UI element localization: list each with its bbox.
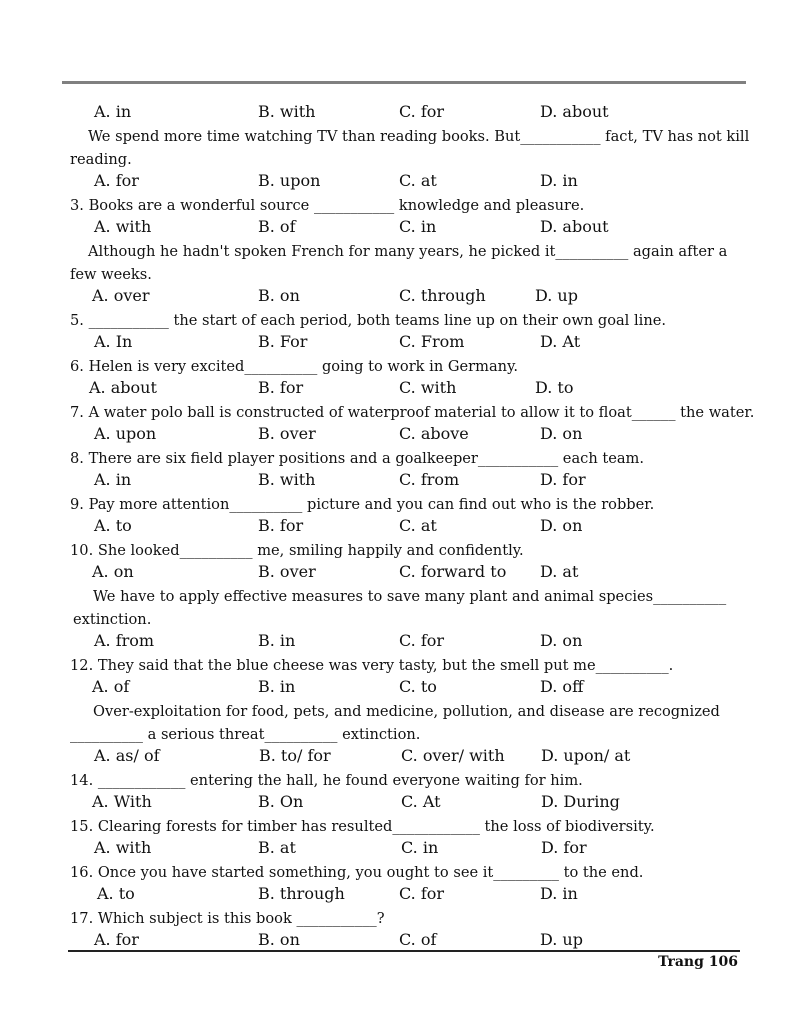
question-text: 16. Once you have started something, you ought to see it_________ to the end. xyxy=(70,864,644,881)
question-text: 15. Clearing forests for timber has resulted____________ the loss of biodiversity. xyxy=(70,818,655,835)
option-a[interactable]: A. with xyxy=(94,838,152,857)
question-text: __________ a serious threat__________ extinction. xyxy=(70,726,421,743)
option-c[interactable]: C. with xyxy=(399,378,457,397)
option-c[interactable]: C. at xyxy=(399,171,437,190)
options-q13 xyxy=(0,746,800,769)
question-text: extinction. xyxy=(73,611,152,628)
question-16 xyxy=(0,861,800,884)
question-17 xyxy=(0,907,800,930)
option-a[interactable]: A. to xyxy=(97,884,135,903)
options-q16 xyxy=(0,884,800,907)
option-d[interactable]: D. for xyxy=(541,838,587,857)
option-d[interactable]: D. on xyxy=(540,516,583,535)
option-b[interactable]: B. over xyxy=(258,424,316,443)
question-6 xyxy=(0,355,800,378)
options-q15 xyxy=(0,838,800,861)
option-a[interactable]: A. with xyxy=(94,217,152,236)
option-a[interactable]: A. in xyxy=(94,102,132,121)
option-d[interactable]: D. about xyxy=(540,217,609,236)
question-10 xyxy=(0,539,800,562)
option-b[interactable]: B. For xyxy=(258,332,308,351)
option-c[interactable]: C. forward to xyxy=(399,562,507,581)
question-text: We have to apply effective measures to save many plant and animal species__________ xyxy=(93,588,727,605)
question-8 xyxy=(0,447,800,470)
option-a[interactable]: A. for xyxy=(94,930,139,949)
question-7 xyxy=(0,401,800,424)
options-q11 xyxy=(0,631,800,654)
option-b[interactable]: B. over xyxy=(258,562,316,581)
option-d[interactable]: D. on xyxy=(540,631,583,650)
footer-rule xyxy=(68,950,740,952)
question-13 xyxy=(0,700,800,723)
option-a[interactable]: A. upon xyxy=(94,424,157,443)
option-c[interactable]: C. above xyxy=(399,424,469,443)
question-text: 7. A water polo ball is constructed of waterproof material to allow it to float______ the water. xyxy=(70,404,755,421)
question-2-cont xyxy=(0,148,800,171)
option-b[interactable]: B. of xyxy=(258,217,296,236)
option-d[interactable]: D. upon/ at xyxy=(541,746,631,765)
question-text: Although he hadn't spoken French for many years, he picked it__________ again after a xyxy=(88,243,728,260)
question-13-cont xyxy=(0,723,800,746)
question-text: 12. They said that the blue cheese was very tasty, but the smell put me__________. xyxy=(70,657,674,674)
option-c[interactable]: C. of xyxy=(399,930,437,949)
option-a[interactable]: A. of xyxy=(92,677,130,696)
question-text: Over-exploitation for food, pets, and medicine, pollution, and disease are recognized xyxy=(93,703,720,720)
option-a[interactable]: A. about xyxy=(89,378,157,397)
question-text: few weeks. xyxy=(70,266,152,283)
question-9 xyxy=(0,493,800,516)
options-q7 xyxy=(0,424,800,447)
option-b[interactable]: B. to/ for xyxy=(259,746,331,765)
question-14 xyxy=(0,769,800,792)
options-q1 xyxy=(0,102,800,125)
option-c[interactable]: C. through xyxy=(399,286,486,305)
options-q8 xyxy=(0,470,800,493)
question-text: 9. Pay more attention__________ picture and you can find out who is the robber. xyxy=(70,496,655,513)
option-b[interactable]: B. for xyxy=(258,378,304,397)
option-d[interactable]: D. about xyxy=(540,102,609,121)
options-q6 xyxy=(0,378,800,401)
option-a[interactable]: A. to xyxy=(94,516,132,535)
option-d[interactable]: D. in xyxy=(540,171,578,190)
question-text: 5. ___________ the start of each period, both teams line up on their own goal line. xyxy=(70,312,666,329)
option-c[interactable]: C. from xyxy=(399,470,460,489)
question-15 xyxy=(0,815,800,838)
option-b[interactable]: B. in xyxy=(258,631,296,650)
option-c[interactable]: C. over/ with xyxy=(401,746,505,765)
question-text: 10. She looked__________ me, smiling happily and confidently. xyxy=(70,542,524,559)
question-text: 3. Books are a wonderful source ___________ knowledge and pleasure. xyxy=(70,197,585,214)
option-d[interactable]: D. During xyxy=(541,792,620,811)
option-a[interactable]: A. as/ of xyxy=(94,746,160,765)
option-b[interactable]: B. upon xyxy=(258,171,321,190)
question-11 xyxy=(0,585,800,608)
options-q12 xyxy=(0,677,800,700)
option-c[interactable]: C. for xyxy=(399,884,445,903)
option-a[interactable]: A. in xyxy=(94,470,132,489)
question-text: 14. ____________ entering the hall, he found everyone waiting for him. xyxy=(70,772,583,789)
question-text: We spend more time watching TV than reading books. But___________ fact, TV has not kill xyxy=(88,128,750,145)
options-q14 xyxy=(0,792,800,815)
option-d[interactable]: D. At xyxy=(540,332,581,351)
option-a[interactable]: A. from xyxy=(94,631,155,650)
options-q5 xyxy=(0,332,800,355)
question-12 xyxy=(0,654,800,677)
option-c[interactable]: C. for xyxy=(399,631,445,650)
question-text: 8. There are six field player positions and a goalkeeper___________ each team. xyxy=(70,450,645,467)
question-list xyxy=(0,102,800,953)
question-4 xyxy=(0,240,800,263)
option-a[interactable]: A. With xyxy=(92,792,152,811)
option-d[interactable]: D. up xyxy=(535,286,578,305)
option-b[interactable]: B. in xyxy=(258,677,296,696)
option-b[interactable]: B. through xyxy=(258,884,345,903)
option-b[interactable]: B. at xyxy=(258,838,296,857)
option-c[interactable]: C. at xyxy=(399,516,437,535)
option-a[interactable]: A. for xyxy=(94,171,139,190)
header-rule xyxy=(62,81,746,84)
question-text: 6. Helen is very excited__________ going to work in Germany. xyxy=(70,358,519,375)
question-text: reading. xyxy=(70,151,132,168)
question-text: 17. Which subject is this book ___________? xyxy=(70,910,385,927)
option-d[interactable]: D. in xyxy=(540,884,578,903)
option-b[interactable]: B. on xyxy=(258,930,300,949)
options-q9 xyxy=(0,516,800,539)
option-c[interactable]: C. for xyxy=(399,102,445,121)
option-b[interactable]: B. on xyxy=(258,286,300,305)
option-c[interactable]: C. From xyxy=(399,332,465,351)
option-b[interactable]: B. with xyxy=(258,470,316,489)
option-c[interactable]: C. in xyxy=(401,838,439,857)
option-c[interactable]: C. in xyxy=(399,217,437,236)
question-4-cont xyxy=(0,263,800,286)
option-b[interactable]: B. On xyxy=(258,792,304,811)
option-d[interactable]: D. off xyxy=(540,677,584,696)
option-a[interactable]: A. on xyxy=(92,562,134,581)
option-a[interactable]: A. over xyxy=(92,286,150,305)
option-c[interactable]: C. to xyxy=(399,677,437,696)
question-11-cont xyxy=(0,608,800,631)
question-2 xyxy=(0,125,800,148)
options-q10 xyxy=(0,562,800,585)
options-q3 xyxy=(0,217,800,240)
option-d[interactable]: D. on xyxy=(540,424,583,443)
option-d[interactable]: D. for xyxy=(540,470,586,489)
question-3 xyxy=(0,194,800,217)
option-d[interactable]: D. to xyxy=(535,378,574,397)
option-b[interactable]: B. for xyxy=(258,516,304,535)
option-d[interactable]: D. at xyxy=(540,562,579,581)
option-b[interactable]: B. with xyxy=(258,102,316,121)
options-q4 xyxy=(0,286,800,309)
options-q2 xyxy=(0,171,800,194)
page-number: Trang 106 xyxy=(658,954,738,970)
option-a[interactable]: A. In xyxy=(94,332,133,351)
question-5 xyxy=(0,309,800,332)
option-d[interactable]: D. up xyxy=(540,930,583,949)
option-c[interactable]: C. At xyxy=(401,792,441,811)
